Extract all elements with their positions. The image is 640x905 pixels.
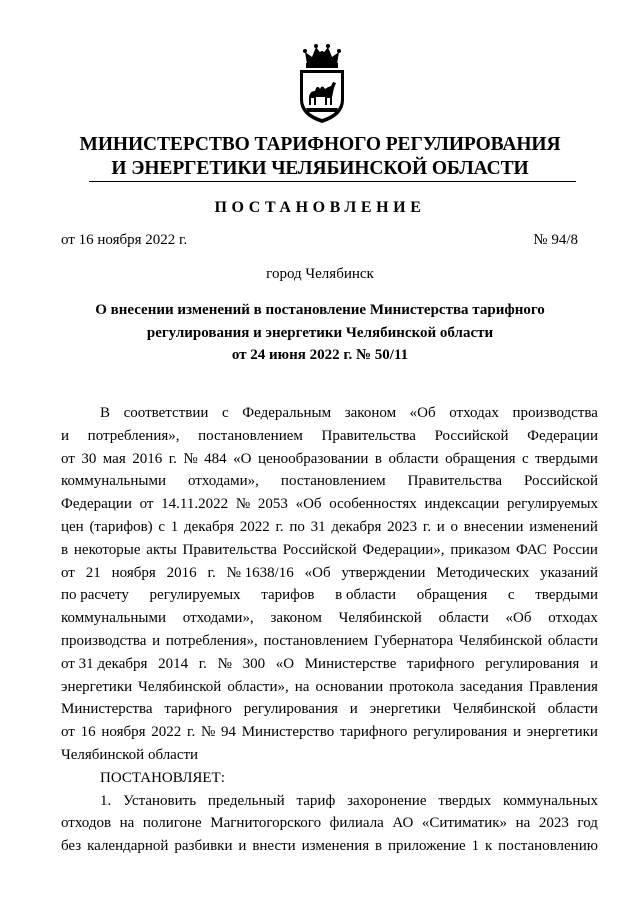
word: Правительства	[407, 473, 503, 490]
word: в	[61, 541, 69, 558]
word: г.	[422, 518, 432, 535]
word: 16	[80, 724, 96, 741]
word: энергетики	[369, 701, 441, 718]
word: (тарифов)	[89, 518, 153, 535]
word: филиала	[329, 815, 384, 832]
word: в	[374, 450, 382, 467]
paragraph-line	[61, 721, 598, 744]
word: соответствии	[123, 405, 209, 421]
word: приказом	[450, 541, 511, 558]
word: энергетики	[61, 678, 133, 695]
word: отходами»,	[182, 610, 254, 627]
word: 1	[170, 518, 179, 535]
paragraph-line	[61, 402, 598, 425]
word: обращения	[445, 450, 516, 467]
word: обращения	[416, 587, 488, 604]
word: области	[547, 701, 598, 718]
word: Федеральным	[242, 405, 332, 421]
ministry-name-line-1: МИНИСТЕРСТВО ТАРИФНОГО РЕГУЛИРОВАНИЯ	[79, 134, 561, 155]
word: коммунальными	[61, 473, 166, 490]
header-divider	[89, 181, 576, 182]
word: декабря	[331, 518, 382, 535]
title-line: регулирования и энергетики Челябинской области	[146, 324, 494, 341]
document-city: город Челябинск	[266, 266, 374, 282]
word: на	[294, 678, 310, 695]
word: твердыми	[535, 450, 598, 467]
paragraph-line	[61, 562, 598, 585]
word: по расчету	[61, 587, 129, 604]
word: «Об	[409, 405, 436, 421]
word: области	[388, 450, 439, 467]
word: внесении	[463, 518, 524, 535]
word: тарифного	[339, 724, 408, 741]
word: от	[61, 564, 75, 581]
word: по	[289, 518, 305, 535]
word: 1.	[100, 792, 112, 809]
word: с	[521, 450, 529, 467]
paragraph-line	[61, 470, 598, 493]
document-title	[60, 299, 580, 367]
word: производства	[61, 632, 147, 649]
word: постановлением	[280, 473, 386, 490]
word: предельный	[207, 792, 285, 809]
word: № 1638/16	[226, 564, 294, 581]
word: В	[100, 405, 111, 421]
document-body	[61, 402, 598, 858]
word: на	[515, 815, 531, 832]
word: 30	[81, 450, 97, 467]
word: ценообразовании	[257, 450, 369, 467]
word: «О	[275, 655, 295, 672]
word: г.	[168, 450, 177, 467]
word: Магнитогорского	[210, 815, 322, 832]
word: Федерации	[527, 427, 598, 444]
word: «О	[233, 450, 252, 467]
word: с	[158, 518, 166, 535]
word: и	[513, 724, 522, 741]
word: постановлению	[498, 838, 598, 855]
word: и	[152, 632, 161, 649]
word: №	[183, 450, 198, 467]
word: и	[589, 655, 598, 672]
word: от	[139, 496, 154, 513]
word: на	[119, 815, 135, 832]
word: с	[222, 405, 229, 421]
word: в области	[335, 587, 397, 604]
word: указаний	[540, 564, 598, 581]
word: Челябинской	[138, 678, 222, 695]
word: Федерации»,	[362, 541, 445, 558]
word: от 31 декабря	[61, 655, 148, 672]
word: г.	[207, 564, 216, 581]
paragraph-line	[61, 790, 598, 813]
word: 14.11.2022	[161, 496, 229, 513]
word: 2016	[166, 564, 197, 581]
word: регулируемых	[149, 587, 241, 604]
word: заседания	[459, 678, 523, 695]
word: области	[547, 632, 598, 649]
word: законом	[344, 405, 397, 421]
word: постановлением	[198, 427, 303, 444]
word: от	[61, 450, 75, 467]
word: 2022	[151, 724, 182, 741]
word: отходами»,	[188, 473, 259, 490]
word: №	[217, 655, 232, 672]
word: постановлением	[263, 632, 369, 649]
word: разбивки	[174, 838, 233, 855]
word: и	[436, 518, 445, 535]
word: и	[238, 838, 247, 855]
word: захоронение	[347, 792, 427, 809]
paragraph-line	[61, 676, 598, 699]
word: №	[235, 496, 251, 513]
word: регулируемых	[507, 496, 598, 513]
word: 2022	[239, 518, 270, 535]
word: коммунальными	[61, 610, 166, 627]
word: индексации	[424, 496, 500, 513]
word: Правления	[528, 678, 598, 695]
word: 2023	[538, 815, 569, 832]
word: в	[375, 838, 383, 855]
word: особенностях	[329, 496, 417, 513]
document-date: от 16 ноября 2022 г.	[61, 232, 188, 248]
word: Российской	[282, 541, 357, 558]
word: без	[61, 838, 82, 855]
word: тариф	[296, 792, 336, 809]
paragraph-line	[61, 653, 598, 676]
word: и	[349, 701, 358, 718]
word: утверждении	[341, 564, 426, 581]
word: 21	[85, 564, 101, 581]
paragraph-line	[61, 516, 598, 539]
word: приложение	[388, 838, 466, 855]
word: Челябинской	[338, 610, 422, 627]
word: твердых	[438, 792, 492, 809]
word: «Об	[304, 564, 331, 581]
title-line: от 24 июня 2022 г. № 50/11	[231, 347, 409, 363]
word: энергетики	[526, 724, 598, 741]
word: области»,	[227, 678, 289, 695]
word: ноября	[101, 724, 146, 741]
word: Методических	[436, 564, 530, 581]
word: производства	[512, 405, 598, 421]
word: календарной	[87, 838, 169, 855]
word: законом	[270, 610, 322, 627]
word: год	[577, 815, 598, 832]
paragraph-line	[61, 630, 598, 653]
paragraph-line	[61, 425, 598, 448]
word: отходах	[548, 610, 598, 627]
paragraph-line	[61, 448, 598, 471]
word: Федерации	[61, 496, 132, 513]
word: регулирования	[243, 701, 338, 718]
word: тарифного	[164, 701, 232, 718]
word: 2016	[132, 450, 163, 467]
word: Российской	[434, 427, 509, 444]
word: изменений	[529, 518, 598, 535]
word: 1	[471, 838, 480, 855]
word: 94	[220, 724, 236, 741]
word: Правительства	[321, 427, 416, 444]
word: Российской	[524, 473, 598, 490]
word: Челябинской	[452, 701, 536, 718]
word: регулирования	[485, 655, 580, 672]
document-number: № 94/8	[533, 232, 578, 248]
word: Министерства	[61, 701, 153, 718]
paragraph-line	[61, 539, 598, 562]
coat-of-arms-icon	[297, 42, 347, 124]
word: ноября	[111, 564, 156, 581]
word: полигоне	[142, 815, 202, 832]
word: области	[438, 610, 489, 627]
word: Челябинской	[458, 632, 543, 649]
document-type: ПОСТАНОВЛЕНИЕ	[214, 199, 426, 216]
word: Губернатора	[373, 632, 454, 649]
word: и	[61, 427, 70, 444]
word: от	[61, 724, 75, 741]
word: потребления»,	[87, 427, 180, 444]
word: тарифов	[261, 587, 315, 604]
word: к	[484, 838, 493, 855]
word: ФАС	[515, 541, 547, 558]
word: о	[450, 518, 459, 535]
word: г.	[186, 724, 196, 741]
word: протокола	[389, 678, 454, 695]
word: коммунальных	[502, 792, 598, 809]
word: тарифного	[407, 655, 475, 672]
word: 31	[310, 518, 326, 535]
paragraph-line: Челябинской области	[61, 746, 199, 763]
paragraph-line	[61, 835, 598, 858]
word: твердыми	[535, 587, 598, 604]
word: 2023	[387, 518, 418, 535]
word: 2014	[158, 655, 189, 672]
word: Министерстве	[304, 655, 397, 672]
word: №	[200, 724, 216, 741]
word: изменения	[301, 838, 370, 855]
paragraph-line	[61, 812, 598, 835]
word: Министерство	[241, 724, 335, 741]
word: акты	[146, 541, 177, 558]
paragraph-line	[61, 698, 598, 721]
word: «Ситиматик»	[421, 815, 508, 832]
word: мая	[102, 450, 126, 467]
decree-word: ПОСТАНОВЛЯЕТ:	[100, 769, 225, 786]
word: цен	[61, 518, 84, 535]
word: 300	[242, 655, 266, 672]
paragraph-line	[61, 493, 598, 516]
word: внести	[252, 838, 296, 855]
item-1-paragraph	[61, 790, 598, 858]
word: основании	[315, 678, 384, 695]
word: декабря	[183, 518, 235, 535]
word: «Об	[295, 496, 322, 513]
ministry-name-line-2: И ЭНЕРГЕТИКИ ЧЕЛЯБИНСКОЙ ОБЛАСТИ	[111, 158, 529, 179]
word: отходов	[61, 815, 112, 832]
word: АО	[392, 815, 414, 832]
word: «Об	[505, 610, 532, 627]
word: некоторые	[73, 541, 141, 558]
word: отходах	[449, 405, 499, 421]
word: с	[507, 587, 515, 604]
word: 484	[204, 450, 227, 467]
word: Правительства	[182, 541, 277, 558]
paragraph-line	[61, 584, 598, 607]
word: регулирования	[413, 724, 508, 741]
word: Установить	[123, 792, 197, 809]
word: г.	[198, 655, 207, 672]
word: потребления»,	[165, 632, 258, 649]
paragraph-line	[61, 607, 598, 630]
preamble-paragraph	[61, 402, 598, 744]
word: России	[552, 541, 598, 558]
word: г.	[275, 518, 284, 535]
word: 2053	[257, 496, 288, 513]
title-line: О внесении изменений в постановление Министерства тарифного	[95, 302, 545, 318]
